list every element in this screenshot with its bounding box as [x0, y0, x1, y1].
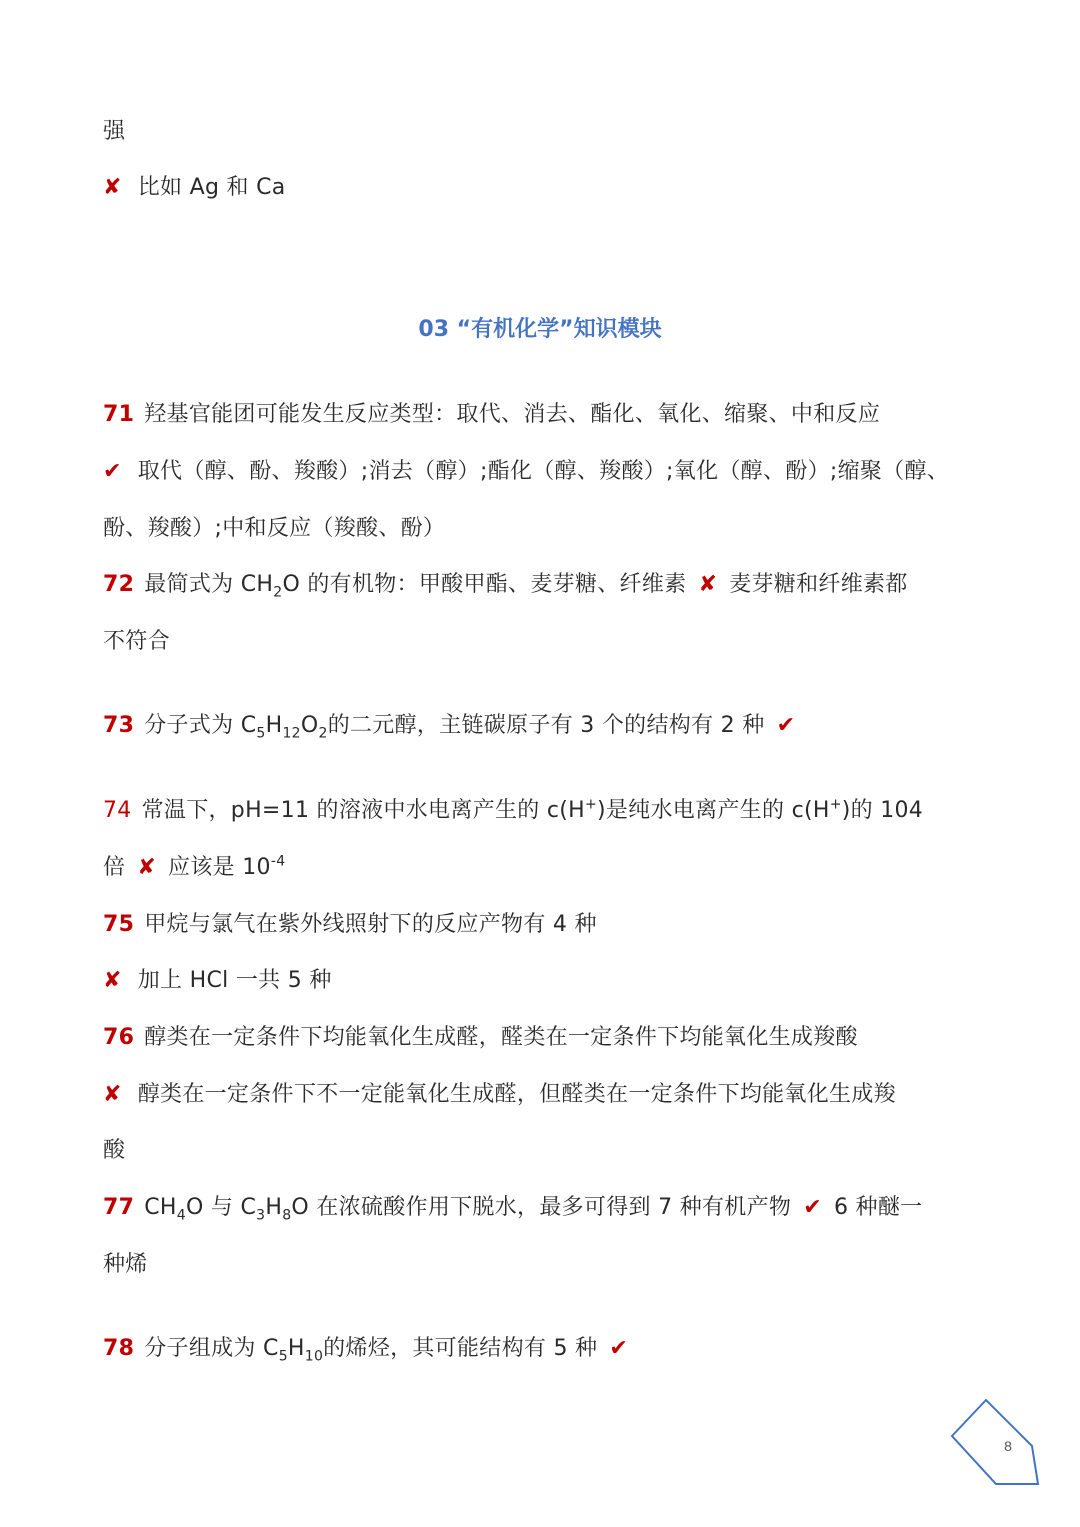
item-number: 75 [103, 912, 135, 937]
item-75-answer-text: 加上 HCl 一共 5 种 [137, 968, 332, 993]
item-74-text-e: 应该是 10 [168, 855, 271, 880]
intro-text-2: 比如 Ag 和 Ca [137, 175, 286, 200]
item-77-text-b: O 与 C [185, 1195, 257, 1220]
section-heading: 03 “有机化学”知识模块 [418, 317, 662, 342]
subscript: 5 [256, 725, 266, 742]
item-72-text-a: 最简式为 CH [144, 572, 274, 597]
item-77-text-d: O 在浓硫酸作用下脱水，最多可得到 7 种有机产物 [291, 1195, 792, 1220]
subscript: 5 [278, 1348, 288, 1365]
item-74-line-2 [103, 853, 285, 883]
item-75-question [103, 910, 597, 940]
cross-icon: ✘ [103, 968, 122, 993]
subscript: 4 [176, 1207, 186, 1224]
subscript: 2 [318, 725, 328, 742]
item-74-text-b: )是纯水电离产生的 c(H [597, 798, 830, 823]
item-72-line-2 [103, 627, 170, 657]
item-76-question [103, 1023, 858, 1053]
item-72-text-b: O 的有机物：甲酸甲酯、麦芽糖、纤维素 [282, 572, 687, 597]
item-71-answer-2 [103, 514, 445, 544]
item-76-answer-1 [103, 1080, 896, 1110]
item-number: 72 [103, 572, 135, 597]
intro-line-1 [103, 117, 125, 147]
page-badge-icon [946, 1396, 1042, 1492]
subscript: 3 [256, 1207, 266, 1224]
item-78-question [103, 1334, 640, 1364]
item-74-text-a: 常温下，pH=11 的溶液中水电离产生的 c(H [141, 798, 585, 823]
item-76-answer-2 [103, 1136, 125, 1166]
item-71-question [103, 400, 880, 430]
superscript: -4 [270, 853, 286, 870]
item-74-question [103, 796, 923, 826]
item-71-text: 羟基官能团可能发生反应类型：取代、消去、酯化、氧化、缩聚、中和反应 [144, 402, 881, 427]
item-76-answer-text-2: 酸 [103, 1138, 126, 1163]
item-77-text-a: CH [144, 1195, 177, 1220]
item-75-text: 甲烷与氯气在紫外线照射下的反应产物有 4 种 [144, 912, 597, 937]
item-76-text: 醇类在一定条件下均能氧化生成醛，醛类在一定条件下均能氧化生成羧酸 [144, 1025, 858, 1050]
item-71-answer-text-1: 取代（醇、酚、羧酸）;消去（醇）;酯化（醇、羧酸）;氧化（醇、酚）;缩聚（醇、 [137, 459, 950, 484]
cross-icon: ✘ [103, 1082, 122, 1107]
item-number: 78 [103, 1336, 135, 1361]
item-76-answer-text-1: 醇类在一定条件下不一定能氧化生成醛，但醛类在一定条件下均能氧化生成羧 [137, 1082, 896, 1107]
check-icon: ✔ [803, 1195, 822, 1220]
item-74-text-d: 倍 [103, 855, 126, 880]
item-73-question [103, 711, 807, 741]
check-icon: ✔ [103, 459, 122, 484]
item-number: 76 [103, 1025, 135, 1050]
superscript: + [829, 796, 842, 813]
item-77-line-2 [103, 1250, 148, 1280]
item-71-answer-1 [103, 457, 949, 487]
item-74-text-c: )的 104 [841, 798, 924, 823]
item-78-text-a: 分子组成为 C [144, 1336, 279, 1361]
item-75-answer [103, 966, 332, 996]
intro-line-2 [103, 173, 286, 203]
check-icon: ✔ [609, 1336, 629, 1361]
item-73-text-d: 的二元醇，主链碳原子有 3 个的结构有 2 种 [327, 713, 765, 738]
cross-icon: ✘ [103, 175, 122, 200]
item-77-text-e: 6 种醚一 [833, 1195, 923, 1220]
item-77-question [103, 1193, 922, 1223]
page-number: 8 [1004, 1438, 1012, 1454]
item-78-text-c: 的烯烃，其可能结构有 5 种 [323, 1336, 598, 1361]
item-73-text-c: O [300, 713, 319, 738]
cross-icon: ✘ [698, 572, 718, 597]
item-71-answer-text-2: 酚、羧酸）;中和反应（羧酸、酚） [103, 516, 446, 541]
subscript: 12 [282, 725, 301, 742]
cross-icon: ✘ [137, 855, 157, 880]
item-78-text-b: H [287, 1336, 305, 1361]
superscript: + [584, 796, 597, 813]
item-number: 71 [103, 402, 135, 427]
subscript: 8 [282, 1207, 292, 1224]
intro-text-1: 强 [103, 119, 126, 144]
item-72-text-d: 不符合 [103, 629, 170, 654]
item-72-question [103, 570, 908, 600]
item-number: 74 [103, 798, 132, 823]
subscript: 10 [304, 1348, 324, 1365]
check-icon: ✔ [776, 713, 796, 738]
subscript: 2 [273, 584, 283, 601]
item-72-text-c: 麦芽糖和纤维素都 [729, 572, 908, 597]
item-73-text-b: H [265, 713, 283, 738]
item-number: 77 [103, 1195, 135, 1220]
item-77-text-c: H [265, 1195, 283, 1220]
item-77-text-f: 种烯 [103, 1252, 148, 1277]
item-73-text-a: 分子式为 C [144, 713, 257, 738]
item-number: 73 [103, 713, 135, 738]
